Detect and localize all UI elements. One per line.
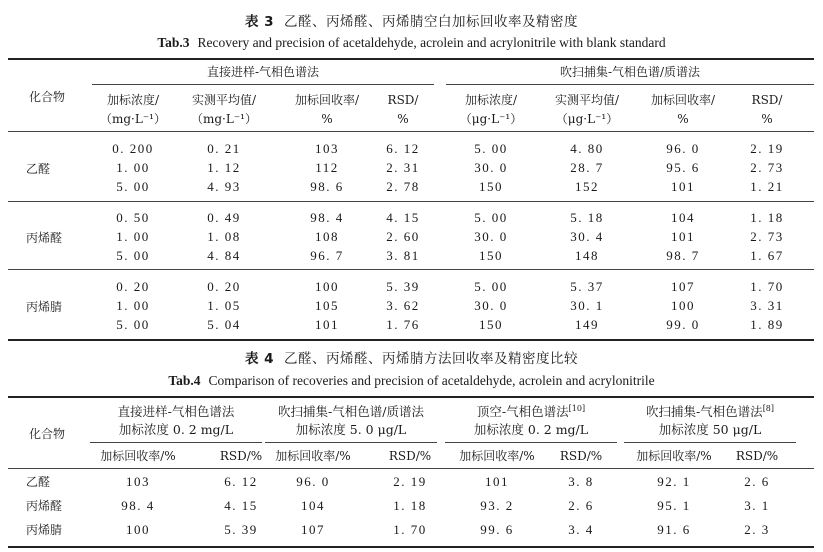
table3-cell: 4. 15 [386, 210, 420, 225]
table3-cell: 3. 81 [386, 248, 420, 263]
table4-method-reference: [10] [568, 403, 586, 413]
table4-method-name [265, 404, 437, 420]
table3-cell: 96. 7 [310, 248, 344, 263]
table3-cell: 107 [671, 279, 695, 294]
table3-col-header-line1: 加标浓度/ [464, 93, 518, 107]
table3-compound-name: 乙醛 [26, 162, 51, 176]
table3-cell: 28. 7 [570, 160, 604, 175]
table4-cell: 93. 2 [480, 498, 514, 513]
table3-title-cn-text: 乙醛、丙烯醛、丙烯腈空白加标回收率及精密度 [284, 14, 579, 30]
table3-title-en [0, 35, 823, 51]
table3-compound-name: 丙烯腈 [26, 300, 63, 314]
table3-cell: 2. 31 [386, 160, 420, 175]
table3-cell: 3. 62 [386, 298, 420, 313]
table3-cell: 2. 73 [750, 160, 784, 175]
table3-cell: 0. 21 [207, 141, 241, 156]
table4-cell: 2. 6 [568, 498, 594, 513]
table3-cell: 5. 00 [474, 210, 508, 225]
table3-cell: 4. 93 [207, 179, 241, 194]
table4-compound-header: 化合物 [28, 427, 65, 441]
table4-title-en-text: Comparison of recoveries and precision of acetaldehyde, acrolein and acrylonitrile [208, 373, 655, 388]
table3-cell: 4. 84 [207, 248, 241, 263]
table3-col-header-line1: 实测平均值/ [191, 93, 257, 107]
table3-cell: 104 [671, 210, 695, 225]
table3-cell: 5. 00 [116, 179, 150, 194]
table3-group-divider-2 [8, 269, 814, 270]
table3-group1-rule [92, 84, 434, 85]
table3-col-header-line2: （μg·L⁻¹） [459, 112, 523, 126]
table4-cell: 1. 18 [393, 498, 427, 513]
table4-sub-header: 加标回收率/% [275, 449, 351, 463]
table3-cell: 101 [315, 317, 339, 332]
table4-sub-header: RSD/% [388, 449, 432, 463]
table3-col-header-line1: 加标回收率/ [294, 93, 360, 107]
table4-cell: 92. 1 [657, 474, 691, 489]
table3-col-header-line2: % [397, 112, 409, 126]
table3-cell: 5. 18 [570, 210, 604, 225]
table4-method-name [90, 404, 262, 420]
table3-cell: 2. 60 [386, 229, 420, 244]
table3-cell: 0. 200 [112, 141, 154, 156]
table4-sub-header: RSD/% [735, 449, 779, 463]
table3-cell: 98. 4 [310, 210, 344, 225]
table3-cell: 96. 0 [666, 141, 700, 156]
table4-method-rule [445, 442, 617, 443]
table3-cell: 5. 39 [386, 279, 420, 294]
table4-method-rule [90, 442, 262, 443]
table3-compound-header: 化合物 [28, 90, 65, 104]
table4-label-en: Tab.4 [168, 373, 201, 388]
table3-cell: 3. 31 [750, 298, 784, 313]
table3-col-header-line1: 加标回收率/ [650, 93, 716, 107]
table3-cell: 95. 6 [666, 160, 700, 175]
table4-method-name [624, 404, 796, 420]
table4-cell: 103 [126, 474, 150, 489]
table3-cell: 98. 7 [666, 248, 700, 263]
table4-cell: 100 [126, 522, 150, 537]
table4-cell: 5. 39 [224, 522, 258, 537]
table4-sub-header: 加标回收率/% [636, 449, 712, 463]
table4-cell: 101 [485, 474, 509, 489]
table3-top-rule [8, 58, 814, 60]
table3-cell: 149 [575, 317, 599, 332]
table4-method-name-text: 吹扫捕集-气相色谱法 [645, 404, 763, 419]
table4-title-cn [0, 347, 823, 367]
table3-cell: 0. 20 [116, 279, 150, 294]
table4-header-rule [8, 468, 814, 469]
table3-label-en: Tab.3 [157, 35, 190, 50]
table3-cell: 108 [315, 229, 339, 244]
table3-cell: 5. 00 [474, 141, 508, 156]
table3-cell: 99. 0 [666, 317, 700, 332]
table3-cell: 152 [575, 179, 599, 194]
table4-cell: 3. 4 [568, 522, 594, 537]
table3-cell: 1. 89 [750, 317, 784, 332]
table3-cell: 30. 4 [570, 229, 604, 244]
table3-cell: 2. 78 [386, 179, 420, 194]
table3-cell: 1. 00 [116, 160, 150, 175]
table3-bottom-rule [8, 339, 814, 341]
table3-compound-name: 丙烯醛 [26, 231, 63, 245]
table3-cell: 5. 00 [474, 279, 508, 294]
table4-method-concentration: 加标浓度 0. 2 mg/L [118, 422, 234, 437]
table4-method-rule [265, 442, 437, 443]
table3-cell: 150 [479, 179, 503, 194]
table3-cell: 2. 73 [750, 229, 784, 244]
table3-cell: 30. 0 [474, 229, 508, 244]
table3-header-rule [8, 131, 814, 132]
table3-cell: 103 [315, 141, 339, 156]
table3-col-header-line1: 实测平均值/ [554, 93, 620, 107]
table3-cell: 105 [315, 298, 339, 313]
table3-cell: 1. 12 [207, 160, 241, 175]
table4-sub-header: RSD/% [559, 449, 603, 463]
table4-cell: 3. 8 [568, 474, 594, 489]
table3-cell: 101 [671, 179, 695, 194]
table3-cell: 4. 80 [570, 141, 604, 156]
table3-cell: 5. 37 [570, 279, 604, 294]
table4-bottom-rule [8, 546, 814, 548]
table3-col-header-line2: % [321, 112, 333, 126]
table4-method-name-text: 直接进样-气相色谱法 [117, 404, 235, 419]
table4-method-name [445, 404, 617, 420]
table3-cell: 1. 67 [750, 248, 784, 263]
table4-method-concentration: 加标浓度 0. 2 mg/L [473, 422, 589, 437]
table4-compound-name: 乙醛 [26, 475, 51, 489]
table3-cell: 1. 08 [207, 229, 241, 244]
table3-cell: 0. 49 [207, 210, 241, 225]
table3-cell: 112 [315, 160, 339, 175]
table3-col-header-line1: RSD/ [387, 93, 419, 107]
table3-cell: 1. 21 [750, 179, 784, 194]
table4-method-name-text: 顶空-气相色谱法 [476, 404, 569, 419]
table3-group-divider-1 [8, 201, 814, 202]
table4-cell: 95. 1 [657, 498, 691, 513]
table4-compound-name: 丙烯腈 [26, 523, 63, 537]
table3-cell: 0. 20 [207, 279, 241, 294]
table3-cell: 6. 12 [386, 141, 420, 156]
table4-cell: 2. 3 [744, 522, 770, 537]
table3-title-cn [0, 10, 823, 30]
table3-col-header-line1: 加标浓度/ [106, 93, 160, 107]
table3-col-header-line2: （μg·L⁻¹） [555, 112, 619, 126]
table3-cell: 1. 76 [386, 317, 420, 332]
table3-title-en-text: Recovery and precision of acetaldehyde, acrolein and acrylonitrile with blank standard [197, 35, 666, 50]
table3-cell: 100 [315, 279, 339, 294]
table3-cell: 5. 00 [116, 248, 150, 263]
table3-group2-rule [446, 84, 814, 85]
table3-cell: 1. 05 [207, 298, 241, 313]
table4-cell: 91. 6 [657, 522, 691, 537]
table3-cell: 150 [479, 317, 503, 332]
table3-cell: 1. 70 [750, 279, 784, 294]
table3-label-cn: 表 3 [244, 14, 275, 30]
table3-group2-header: 吹扫捕集-气相色谱/质谱法 [559, 65, 701, 79]
table4-title-cn-text: 乙醛、丙烯醛、丙烯腈方法回收率及精密度比较 [284, 351, 579, 367]
table4-cell: 1. 70 [393, 522, 427, 537]
table4-method-concentration: 加标浓度 50 μg/L [658, 422, 762, 437]
table4-label-cn: 表 4 [244, 351, 275, 367]
table4-cell: 2. 6 [744, 474, 770, 489]
table3-cell: 148 [575, 248, 599, 263]
table4-method-name-text: 吹扫捕集-气相色谱/质谱法 [278, 404, 424, 419]
table4-cell: 99. 6 [480, 522, 514, 537]
table3-cell: 100 [671, 298, 695, 313]
table4-cell: 107 [301, 522, 325, 537]
table4-cell: 104 [301, 498, 325, 513]
table3-col-header-line2: （mg·L⁻¹） [100, 112, 166, 126]
table3-cell: 1. 00 [116, 229, 150, 244]
table3-col-header-line2: % [761, 112, 773, 126]
table3-group1-header: 直接进样-气相色谱法 [206, 65, 320, 79]
table4-sub-header: 加标回收率/% [100, 449, 176, 463]
table4-method-reference: [8] [762, 403, 775, 413]
table3-cell: 150 [479, 248, 503, 263]
table3-cell: 30. 0 [474, 160, 508, 175]
table3-cell: 1. 18 [750, 210, 784, 225]
table3-cell: 1. 00 [116, 298, 150, 313]
table4-compound-name: 丙烯醛 [26, 499, 63, 513]
table4-cell: 3. 1 [744, 498, 770, 513]
table4-sub-header: RSD/% [219, 449, 263, 463]
table3-cell: 30. 1 [570, 298, 604, 313]
table3-cell: 101 [671, 229, 695, 244]
table4-top-rule [8, 396, 814, 398]
table4-cell: 4. 15 [224, 498, 258, 513]
table3-cell: 5. 04 [207, 317, 241, 332]
table3-col-header-line1: RSD/ [751, 93, 783, 107]
table4-method-rule [624, 442, 796, 443]
table4-cell: 98. 4 [121, 498, 155, 513]
table4-sub-header: 加标回收率/% [459, 449, 535, 463]
table4-title-en [0, 373, 823, 389]
table4-method-concentration: 加标浓度 5. 0 μg/L [295, 422, 407, 437]
table3-col-header-line2: % [677, 112, 689, 126]
table4-cell: 2. 19 [393, 474, 427, 489]
table3-cell: 0. 50 [116, 210, 150, 225]
table3-cell: 30. 0 [474, 298, 508, 313]
table3-cell: 2. 19 [750, 141, 784, 156]
table4-cell: 6. 12 [224, 474, 258, 489]
table4-cell: 96. 0 [296, 474, 330, 489]
table3-col-header-line2: （mg·L⁻¹） [191, 112, 257, 126]
table3-cell: 5. 00 [116, 317, 150, 332]
table3-cell: 98. 6 [310, 179, 344, 194]
